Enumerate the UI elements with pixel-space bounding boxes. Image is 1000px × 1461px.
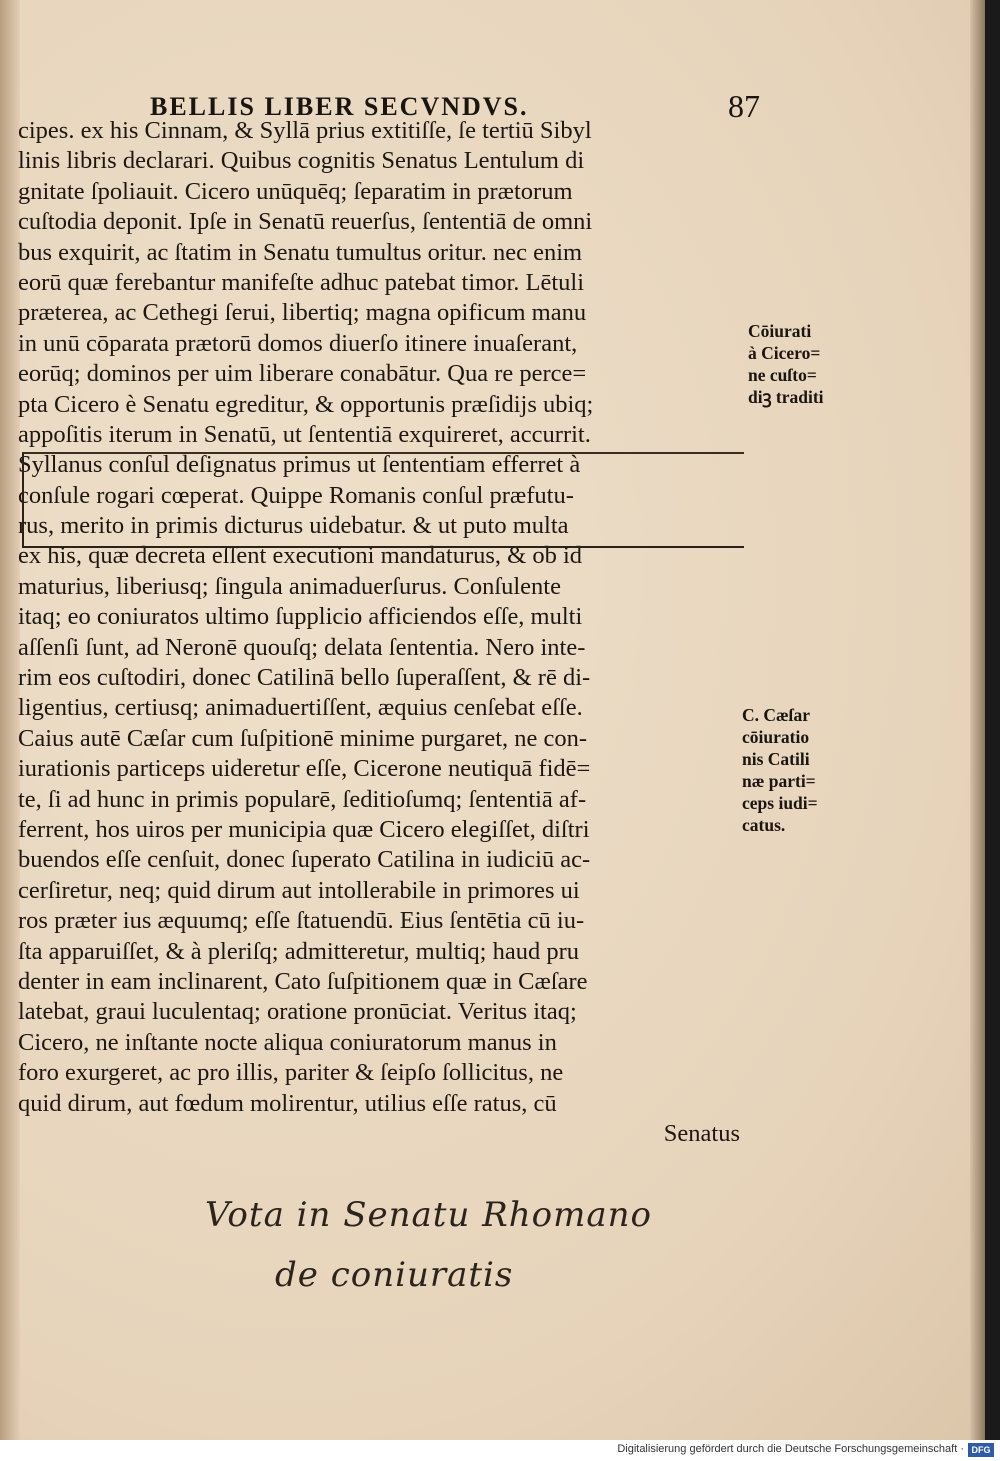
text-line: bus exquirit, ac ſtatim in Senatu tumultus oritur. nec enim — [18, 238, 583, 266]
text-line: rim eos cuſtodiri, donec Catilinā bello ſuperaſſent, & rē di- — [18, 664, 591, 692]
text-line: te, ſi ad hunc in primis popularē, ſeditioſumq; ſententiā af- — [18, 785, 587, 813]
margin-note-line: Cōiurati — [748, 321, 812, 341]
text-line: quid dirum, aut fœdum molirentur, utilius eſſe ratus, cū — [18, 1089, 557, 1117]
text-line: ros præter ius æquumq; eſſe ſtatuendū. Eius ſentētia cū iu- — [18, 907, 585, 935]
page-gutter — [0, 0, 20, 1440]
margin-note-line: ceps iudi= — [742, 793, 818, 813]
text-line: ligentius, certiusq; animaduertiſſent, æquius cenſebat eſſe. — [18, 694, 583, 722]
text-line: denter in eam inclinarent, Cato ſuſpitionem quæ in Cæſare — [18, 967, 588, 995]
margin-note-line: cōiuratio — [742, 727, 810, 747]
text-line: cerſiretur, neq; quid dirum aut intollerabile in primores ui — [18, 876, 580, 904]
main-text-block — [18, 116, 740, 1149]
page-edge — [970, 0, 985, 1440]
footer-credit: Digitalisierung gefördert durch die Deutsche Forschungsgemeinschaft · — [617, 1443, 964, 1455]
text-line: Cicero, ne inſtante nocte aliqua coniuratorum manus in — [18, 1028, 557, 1056]
text-line: latebat, graui luculentaq; oratione pronūciat. Veritus itaq; — [18, 998, 577, 1026]
text-line: in unū cōparata prætorū domos diuerſo itinere inuaſerant, — [18, 329, 578, 357]
text-line: præterea, ac Cethegi ſerui, libertiq; magna opificum manu — [18, 299, 587, 327]
text-line: ex his, quæ decreta eſſent executioni mandaturus, & ob id — [18, 542, 583, 570]
margin-note-line: à Cicero= — [748, 343, 821, 363]
text-line: buendos eſſe cenſuit, donec ſuperato Catilina in iudiciū ac- — [18, 846, 591, 874]
catchword: Senatus — [663, 1119, 740, 1147]
margin-note-line: nis Catili — [742, 749, 810, 769]
text-line: eorū quæ ferebantur manifeſte adhuc patebat timor. Lētuli — [18, 268, 585, 296]
text-line: Caius autē Cæſar cum ſuſpitionē minime purgaret, ne con- — [18, 724, 588, 752]
text-line: iurationis particeps uideretur eſſe, Cicerone neutiquā fidē= — [18, 755, 591, 783]
margin-note-caesar — [742, 704, 860, 836]
text-line: cuſtodia deponit. Ipſe in Senatū reuerſus, ſententiā de omni — [18, 208, 593, 236]
text-line: gnitate ſpoliauit. Cicero unūquēq; ſeparatim in prætorum — [18, 177, 573, 205]
handwritten-note-line-2: de coniuratis — [275, 1255, 514, 1295]
underline-bracket — [22, 452, 744, 548]
text-line: itaq; eo coniuratos ultimo ſupplicio afficiendos eſſe, multi — [18, 603, 583, 631]
text-line: ferrent, hos uiros per municipia quæ Cicero elegiſſet, diſtri — [18, 815, 590, 843]
text-line: Syllanus conſul deſignatus primus ut ſententiam efferret à — [18, 451, 581, 479]
text-line: ſta apparuiſſet, & à pleriſq; admitteretur, multiq; haud pru — [18, 937, 579, 965]
text-line: aſſenſi ſunt, ad Neronē quouſq; delata ſententia. Nero inte- — [18, 633, 586, 661]
text-line: linis libris declarari. Quibus cognitis Senatus Lentulum di — [18, 147, 585, 175]
text-line: appoſitis iterum in Senatū, ut ſententiā exquireret, accurrit. — [18, 420, 591, 448]
footer-bar — [0, 1440, 1000, 1461]
text-line: pta Cicero è Senatu egreditur, & opportunis præſidijs ubiq; — [18, 390, 594, 418]
page-number: 87 — [728, 88, 760, 124]
margin-note-line: C. Cæſar — [742, 705, 811, 725]
dfg-logo-icon: DFG — [968, 1443, 994, 1457]
margin-note-line: næ parti= — [742, 771, 816, 791]
margin-note-line: diꝫ traditi — [748, 387, 824, 407]
text-line: conſule rogari cœperat. Quippe Romanis conſul præfutu- — [18, 481, 574, 509]
text-line: eorūq; dominos per uim liberare conabātur. Qua re perce= — [18, 360, 587, 388]
margin-note-coniurati — [748, 320, 866, 408]
handwritten-note-line-1: Vota in Senatu Rhomano — [205, 1195, 653, 1235]
margin-note-line: catus. — [742, 815, 786, 835]
text-line: cipes. ex his Cinnam, & Syllā prius extitiſſe, ſe tertiū Sibyl — [18, 117, 592, 144]
margin-note-line: ne cuſto= — [748, 365, 817, 385]
text-line: maturius, liberiusq; ſingula animaduerſurus. Conſulente — [18, 572, 561, 600]
text-line: foro exurgeret, ac pro illis, pariter & ſeipſo ſollicitus, ne — [18, 1059, 564, 1087]
text-line: rus, merito in primis dicturus uidebatur. & ut puto multa — [18, 512, 569, 540]
running-title: BELLIS LIBER SECVNDVS. — [150, 92, 529, 121]
